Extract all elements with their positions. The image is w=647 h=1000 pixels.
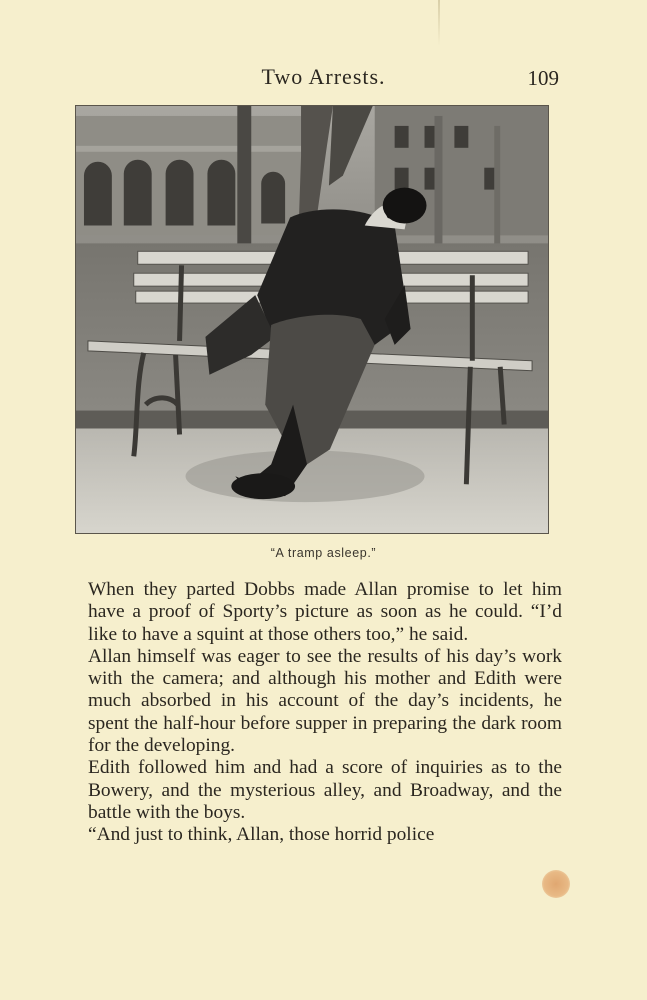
tramp-asleep-photo xyxy=(76,106,548,533)
running-head xyxy=(0,64,647,94)
running-title: Two Arrests. xyxy=(261,64,386,89)
paper-stain xyxy=(542,870,570,898)
figure-caption: “A tramp asleep.” xyxy=(270,546,377,560)
paragraph-2: Allan himself was eager to see the results of his day’s work with the camera; and although his mother and Edith were much absorbed in his account of the day’s incidents, he spent the half-hour before supper in preparing the dark room for the developing. xyxy=(88,645,562,757)
body-text xyxy=(88,579,562,847)
page-number: 109 xyxy=(527,66,559,90)
paragraph-4: “And just to think, Allan, those horrid police xyxy=(88,824,435,846)
paragraph-1: When they parted Dobbs made Allan promise to let him have a proof of Sporty’s picture as soon as he could. “I’d like to have a squint at those others too,” he said. xyxy=(88,579,562,645)
paragraph-3: Edith followed him and had a score of inquiries as to the Bowery, and the mysterious alley, and Broadway, and the battle with the boys. xyxy=(88,757,562,823)
paper-crease xyxy=(438,0,440,46)
photograph-plate xyxy=(75,105,549,534)
